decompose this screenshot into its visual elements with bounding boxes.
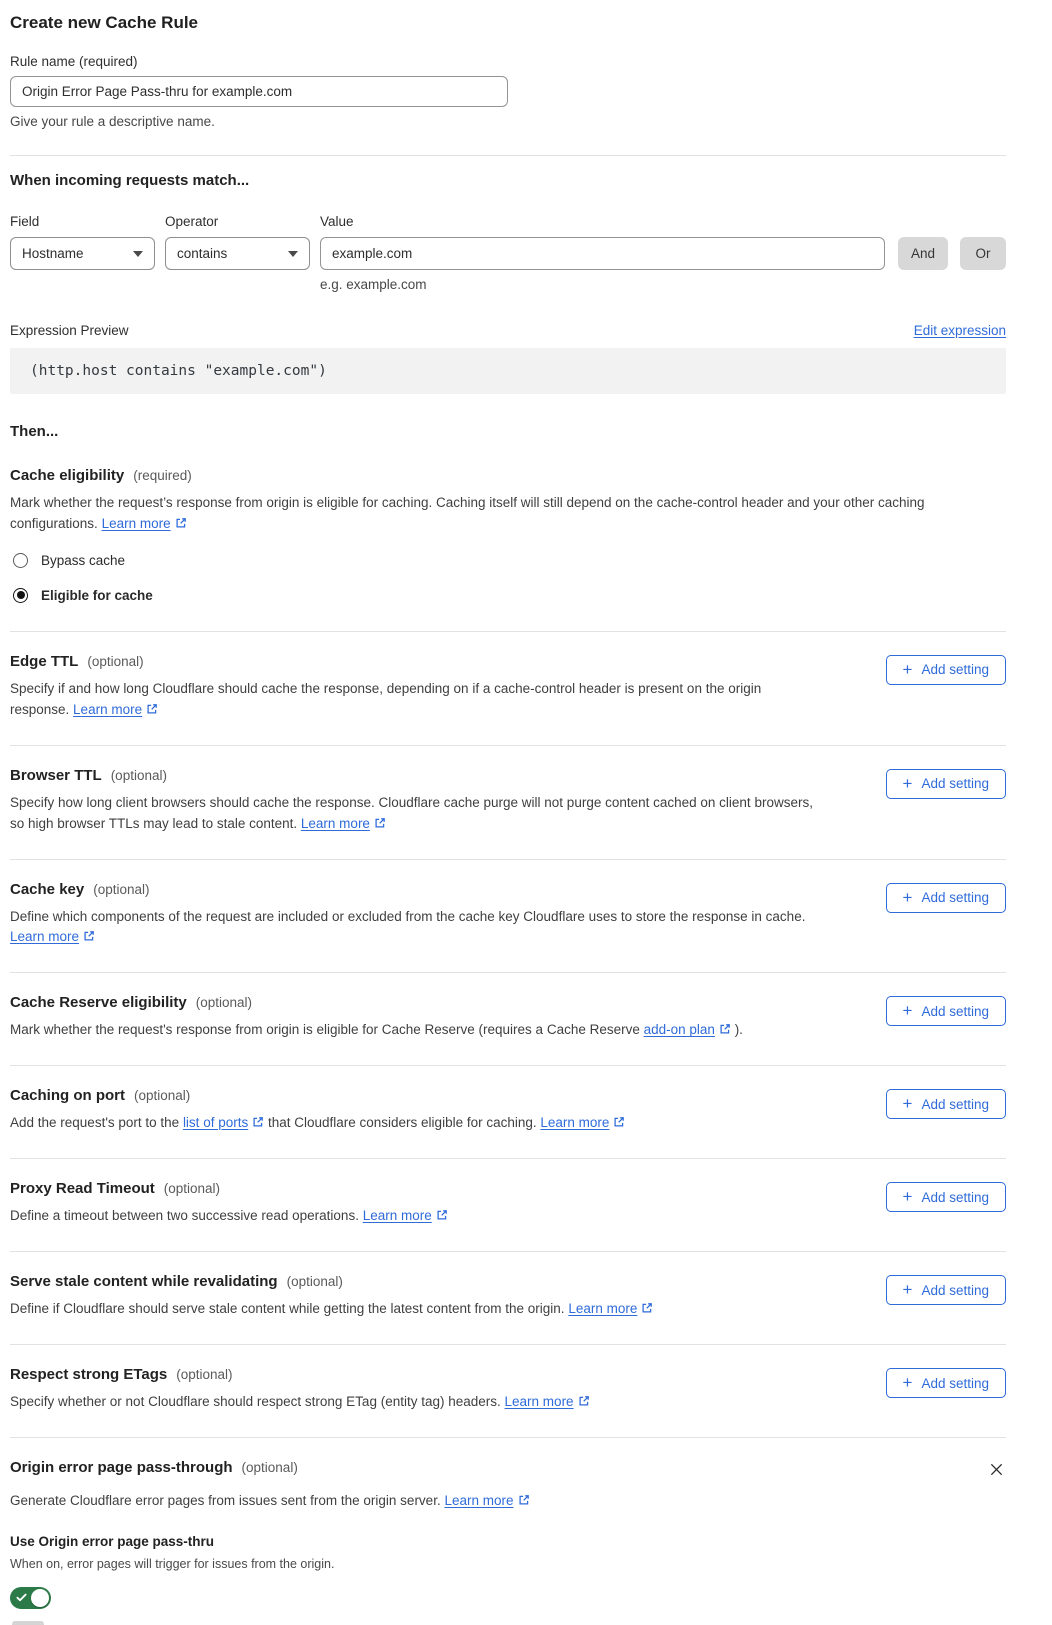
setting-row: [10, 1251, 1006, 1344]
add-setting-button[interactable]: [886, 1089, 1006, 1119]
edit-expression-link[interactable]: Edit expression: [913, 323, 1006, 338]
origin-error-toggle-label: Use Origin error page pass-thru: [10, 1533, 215, 1549]
field-select-value: Hostname: [22, 246, 84, 261]
learn-more-link[interactable]: Learn more: [444, 1493, 529, 1508]
setting-row: [10, 1158, 1006, 1251]
setting-description-text: Define which components of the request are included or excluded from the cache key Cloudflare uses to store the response in cache.: [10, 908, 806, 924]
external-link-icon: [146, 703, 158, 715]
inline-link[interactable]: Learn more: [568, 1301, 653, 1316]
settings-list: [10, 631, 1006, 1437]
setting-optional-label: (optional): [163, 1181, 221, 1197]
value-column: [320, 214, 885, 292]
setting-info: [10, 994, 743, 1041]
setting-optional-label: (optional): [195, 995, 253, 1011]
inline-link[interactable]: Learn more: [73, 702, 158, 717]
radio-icon[interactable]: [13, 553, 28, 568]
toggle-knob: [31, 1589, 49, 1607]
setting-row: [10, 631, 1006, 745]
operator-select[interactable]: [165, 237, 310, 270]
radio-label: Eligible for cache: [41, 587, 153, 603]
radio-option-eligible-for-cache[interactable]: [10, 588, 1006, 603]
setting-info: [10, 653, 818, 721]
add-setting-button[interactable]: [886, 655, 1006, 685]
plus-icon: +: [902, 773, 913, 793]
setting-title: Proxy Read Timeout: [10, 1180, 155, 1198]
add-setting-button[interactable]: [886, 769, 1006, 799]
and-or-buttons: [898, 214, 1006, 270]
or-button[interactable]: Or: [960, 237, 1006, 270]
setting-description: [10, 679, 818, 721]
radio-label: Bypass cache: [41, 552, 126, 568]
setting-description-text: Mark whether the request's response from origin is eligible for Cache Reserve (requires a Cache Reserve: [10, 1022, 644, 1038]
setting-description-text: that Cloudflare considers eligible for caching.: [264, 1115, 541, 1131]
origin-error-optional-label: (optional): [241, 1459, 298, 1475]
field-column: [10, 214, 155, 270]
check-icon: [16, 1592, 27, 1603]
external-link-icon: [374, 817, 386, 829]
external-link-icon: [83, 930, 95, 942]
page-title: Create new Cache Rule: [10, 13, 199, 32]
setting-description: [10, 1113, 625, 1134]
add-setting-button[interactable]: [886, 1275, 1006, 1305]
origin-error-description: [10, 1491, 995, 1512]
setting-optional-label: (optional): [176, 1367, 233, 1383]
external-link-icon: [641, 1302, 653, 1314]
inline-link[interactable]: add-on plan: [644, 1022, 731, 1037]
plus-icon: +: [902, 887, 913, 907]
setting-optional-label: (optional): [87, 653, 144, 669]
setting-row: [10, 859, 1006, 973]
external-link-icon: [175, 517, 187, 529]
origin-error-title: Origin error page pass-through: [10, 1458, 233, 1476]
then-heading: Then...: [10, 423, 59, 440]
cache-eligibility-description-text: Mark whether the request’s response from origin is eligible for caching. Caching itself will still depend on the cache-control header and your other caching configurations.: [10, 495, 925, 531]
field-select[interactable]: [10, 237, 155, 270]
plus-icon: +: [902, 659, 913, 679]
match-controls-row: [10, 214, 1006, 292]
external-link-icon: [719, 1023, 731, 1035]
match-heading: When incoming requests match...: [10, 172, 250, 189]
setting-info: [10, 881, 818, 949]
plus-icon: +: [902, 1373, 913, 1393]
close-icon: [989, 1462, 1004, 1477]
origin-error-section: [10, 1437, 1006, 1609]
inline-link[interactable]: Learn more: [505, 1394, 590, 1409]
operator-select-value: contains: [177, 246, 228, 261]
setting-title: Cache key: [10, 880, 85, 898]
create-cache-rule-form: [0, 13, 1052, 1609]
external-link-icon: [518, 1494, 530, 1506]
cutoff-element: [12, 1621, 44, 1625]
setting-optional-label: (optional): [110, 767, 167, 783]
setting-title: Edge TTL: [10, 652, 79, 670]
rule-name-input[interactable]: [10, 76, 508, 107]
setting-info: [10, 1087, 625, 1134]
cache-eligibility-section: [10, 467, 1006, 603]
setting-row: [10, 1065, 1006, 1158]
add-setting-button[interactable]: [886, 1368, 1006, 1398]
setting-title: Serve stale content while revalidating: [10, 1273, 278, 1291]
setting-optional-label: (optional): [93, 881, 150, 897]
setting-title: Respect strong ETags: [10, 1366, 168, 1384]
external-link-icon: [436, 1209, 448, 1221]
setting-title: Cache Reserve eligibility: [10, 994, 187, 1012]
setting-description: [10, 1020, 743, 1041]
setting-title: Caching on port: [10, 1087, 125, 1105]
add-setting-button-label: Add setting: [921, 1375, 989, 1391]
setting-description: [10, 1206, 448, 1227]
add-setting-button-label: Add setting: [921, 1003, 989, 1019]
plus-icon: +: [902, 1280, 913, 1300]
inline-link[interactable]: Learn more: [301, 816, 386, 831]
cache-eligibility-title: Cache eligibility: [10, 467, 125, 484]
setting-optional-label: (optional): [286, 1274, 343, 1290]
section-divider: [10, 155, 1006, 156]
expression-preview-label: Expression Preview: [10, 323, 129, 338]
origin-error-toggle-help: When on, error pages will trigger for issues from the origin.: [10, 1556, 335, 1571]
inline-link[interactable]: Learn more: [10, 929, 95, 944]
setting-description-text: ).: [730, 1022, 743, 1038]
setting-row: [10, 1344, 1006, 1437]
inline-link[interactable]: Learn more: [363, 1208, 448, 1223]
origin-error-description-text: Generate Cloudflare error pages from issues sent from the origin server.: [10, 1492, 445, 1508]
setting-description-text: Define if Cloudflare should serve stale content while getting the latest content from the origin.: [10, 1301, 569, 1317]
radio-option-bypass-cache[interactable]: [10, 553, 1006, 568]
inline-link[interactable]: list of ports: [183, 1115, 264, 1130]
setting-description: [10, 1392, 590, 1413]
plus-icon: +: [902, 1094, 913, 1114]
cache-eligibility-description: [10, 493, 995, 535]
add-setting-button[interactable]: [886, 883, 1006, 913]
setting-title: Browser TTL: [10, 766, 102, 784]
add-setting-button-label: Add setting: [921, 890, 989, 906]
value-label: Value: [320, 214, 354, 229]
value-input[interactable]: [320, 237, 885, 270]
setting-description: [10, 907, 818, 949]
radio-selected-icon[interactable]: [13, 588, 28, 603]
operator-label: Operator: [165, 214, 219, 229]
inline-link[interactable]: Learn more: [540, 1115, 625, 1130]
external-link-icon: [578, 1395, 590, 1407]
setting-description: [10, 793, 818, 835]
setting-description-text: Specify whether or not Cloudflare should respect strong ETag (entity tag) headers.: [10, 1394, 505, 1410]
plus-icon: +: [902, 1187, 913, 1207]
origin-error-toggle[interactable]: [10, 1587, 51, 1609]
external-link-icon: [613, 1116, 625, 1128]
setting-row: [10, 972, 1006, 1065]
plus-icon: +: [902, 1001, 913, 1021]
add-setting-button[interactable]: [886, 996, 1006, 1026]
add-setting-button-label: Add setting: [921, 1282, 989, 1298]
setting-description-text: Specify if and how long Cloudflare should cache the response, depending on if a cache-control header is present on the origin response.: [10, 680, 762, 717]
add-setting-button-label: Add setting: [921, 1096, 989, 1112]
add-setting-button-label: Add setting: [921, 1189, 989, 1205]
match-section: [10, 172, 1006, 292]
close-button[interactable]: [987, 1460, 1006, 1482]
chevron-down-icon: [288, 251, 298, 257]
setting-info: [10, 1180, 448, 1227]
add-setting-button-label: Add setting: [921, 776, 989, 792]
operator-column: [165, 214, 310, 270]
value-helper: e.g. example.com: [320, 277, 427, 292]
field-label: Field: [10, 214, 40, 229]
add-setting-button[interactable]: [886, 1182, 1006, 1212]
setting-description-text: Add the request's port to the: [10, 1115, 183, 1131]
external-link-icon: [252, 1116, 264, 1128]
rule-name-label: Rule name (required): [10, 54, 138, 69]
rule-name-help: Give your rule a descriptive name.: [10, 114, 215, 129]
setting-description-text: Specify how long client browsers should cache the response. Cloudflare cache purge will not purge content cached on client browsers, so high browser TTLs may lead to stale content.: [10, 794, 813, 831]
setting-info: [10, 767, 818, 835]
and-button[interactable]: And: [898, 237, 948, 270]
setting-info: [10, 1273, 653, 1320]
setting-info: [10, 1366, 590, 1413]
learn-more-link[interactable]: Learn more: [102, 516, 187, 531]
required-label: (required): [133, 468, 192, 483]
setting-description: [10, 1299, 653, 1320]
setting-optional-label: (optional): [134, 1088, 191, 1104]
setting-row: [10, 745, 1006, 859]
add-setting-button-label: Add setting: [921, 662, 989, 678]
chevron-down-icon: [133, 251, 143, 257]
expression-code: (http.host contains "example.com"): [10, 348, 1006, 394]
setting-description-text: Define a timeout between two successive read operations.: [10, 1208, 363, 1224]
expression-header: [10, 323, 1006, 338]
